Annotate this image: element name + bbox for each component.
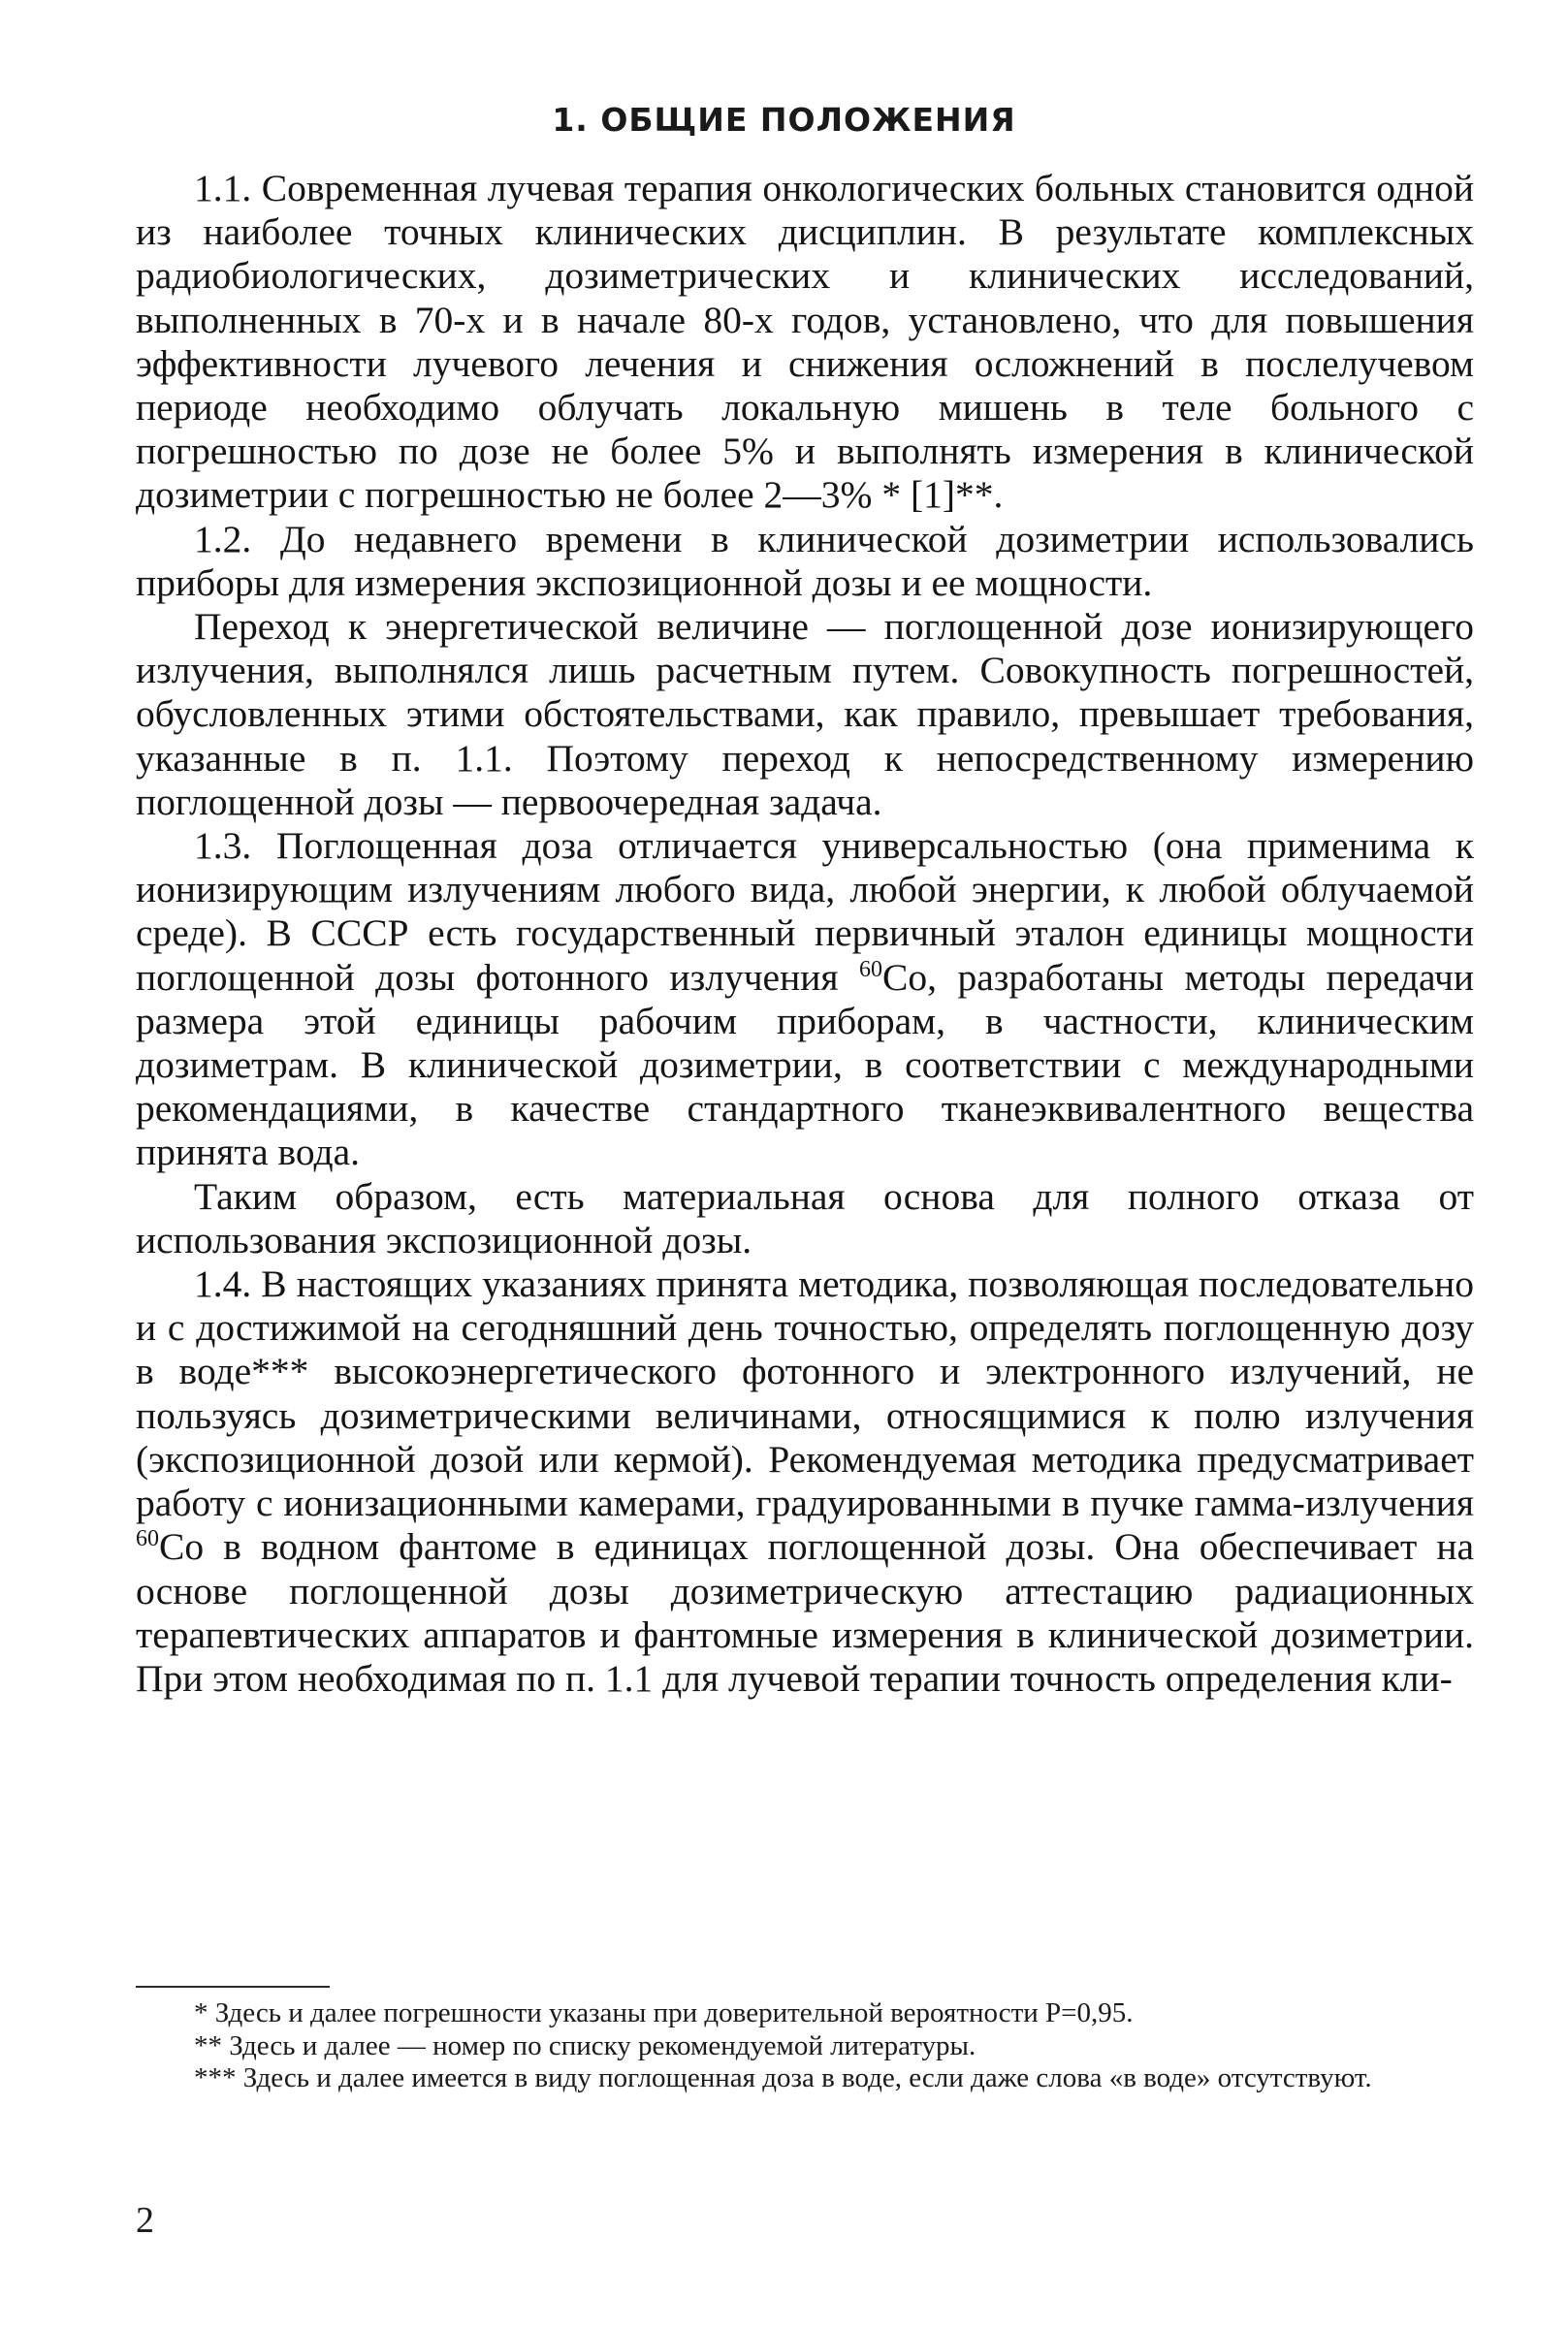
isotope-mass-number: 60 [136,1526,159,1552]
footnote-2: ** Здесь и далее — номер по списку рекомендуемой литературы. [194,2029,976,2061]
footnote-divider [136,1986,330,1988]
paragraph-conclusion: Таким образом, есть материальная основа для полного отказа от использования экспозиционной дозы. [136,1174,1474,1261]
paragraph-transition: Переход к энергетической величине — поглощенной дозе ионизирующего излучения, выполнялся лишь расчетным путем. Совокупность погрешностей, обусловленных этими обстоятельствами, как правило, превышает требования, указанные в п. 1.1. Поэтому переход к непосредственному измерению поглощенной дозы — первоочередная задача. [136,605,1474,823]
paragraph-1-2: 1.2. До недавнего времени в клинической дозиметрии использовались приборы для измерения экспозиционной дозы и ее мощности. [136,517,1474,604]
page-number: 2 [136,2200,154,2241]
footnote-1: * Здесь и далее погрешности указаны при доверительной вероятности P=0,95. [194,1997,1134,2028]
section-heading: 1. ОБЩИЕ ПОЛОЖЕНИЯ [552,101,1016,139]
paragraph-1-4 [136,1262,1474,1701]
isotope-mass-number: 60 [859,956,883,982]
footnote-3: *** Здесь и далее имеется в виду поглощенная доза в воде, если даже слова «в воде» отсутствуют. [194,2062,1372,2093]
paragraph-1-3-part-a: 1.3. Поглощенная доза отличается универсальностью (она применима к ионизирующим излучениям любого вида, любой энергии, к любой облучаемой среде). В СССР есть государственный первичный эталон единицы мощности поглощенной дозы фотонного излучения [136,824,1474,999]
body-text [136,167,1474,1701]
paragraph-1-4-part-a: 1.4. В настоящих указаниях принята методика, позволяющая последовательно и с достижимой на сегодняшний день точностью, определять поглощенную дозу в воде*** высокоэнергетического фотонного и электронного излучений, не пользуясь дозиметрическими величинами, относящимися к полю излучения (экспозиционной дозой или кермой). Рекомендуемая методика предусматривает работу с ионизационными камерами, градуированными в пучке гамма-излучения [136,1262,1474,1525]
paragraph-1-4-part-b: Co в водном фантоме в единицах поглощенной дозы. Она обеспечивает на основе поглощенной дозы дозиметрическую аттестацию радиационных терапевтических аппаратов и фантомные измерения в клинической дозиметрии. При этом необходимая по п. 1.1 для лучевой терапии точность определения кли- [136,1525,1474,1700]
footnotes [136,1997,1474,2095]
paragraph-1-3-part-b: Co, разработаны методы передачи размера этой единицы рабочим приборам, в частности, клиническим дозиметрам. В клинической дозиметрии, в соответствии с международными рекомендациями, в качестве стандартного тканеэквивалентного вещества принята вода. [136,955,1474,1174]
paragraph-1-1: 1.1. Современная лучевая терапия онкологических больных становится одной из наиболее точных клинических дисциплин. В результате комплексных радиобиологических, дозиметрических и клинических исследований, выполненных в 70-х и в начале 80-х годов, установлено, что для повышения эффективности лучевого лечения и снижения осложнений в послелучевом периоде необходимо облучать локальную мишень в теле больного с погрешностью по дозе не более 5% и выполнять измерения в клинической дозиметрии с погрешностью не более 2—3% * [1]**. [136,167,1474,517]
paragraph-1-3 [136,824,1474,1175]
